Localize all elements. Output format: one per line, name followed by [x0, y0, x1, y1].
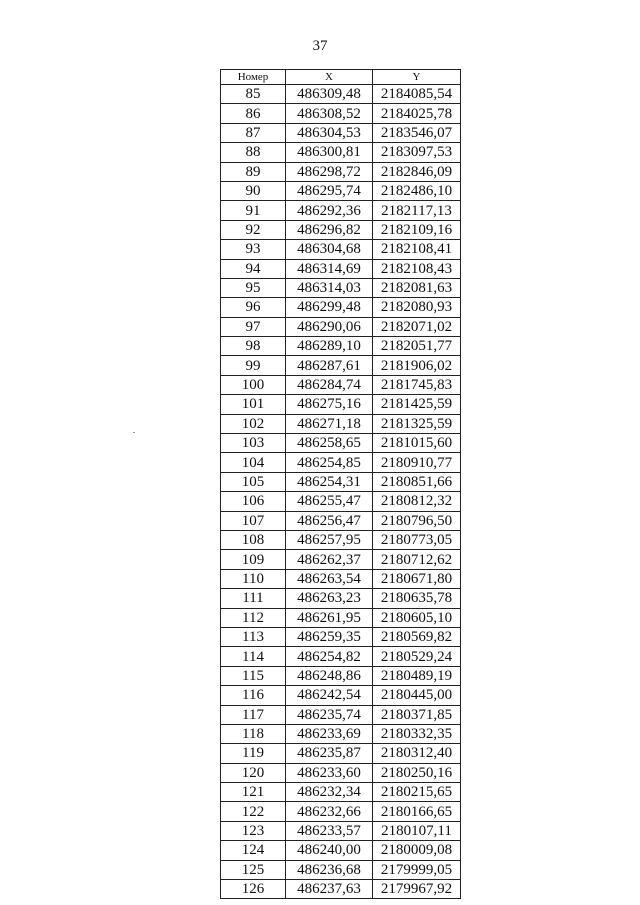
- table-row: [221, 841, 461, 860]
- x-coordinate-cell: 486235,74: [286, 705, 373, 724]
- y-coordinate-cell: 2180371,85: [373, 705, 461, 724]
- point-number-cell: 122: [221, 802, 286, 821]
- y-coordinate-cell: 2184085,54: [373, 85, 461, 104]
- x-coordinate-cell: 486287,61: [286, 356, 373, 375]
- x-coordinate-cell: 486262,37: [286, 550, 373, 569]
- y-coordinate-cell: 2180250,16: [373, 763, 461, 782]
- point-number-cell: 96: [221, 298, 286, 317]
- x-coordinate-cell: 486263,54: [286, 569, 373, 588]
- table-row: [221, 802, 461, 821]
- y-coordinate-cell: 2182846,09: [373, 162, 461, 181]
- table-row: [221, 240, 461, 259]
- x-coordinate-cell: 486300,81: [286, 143, 373, 162]
- point-number-cell: 88: [221, 143, 286, 162]
- x-coordinate-cell: 486257,95: [286, 530, 373, 549]
- y-coordinate-cell: 2182108,43: [373, 259, 461, 278]
- x-coordinate-cell: 486254,82: [286, 647, 373, 666]
- point-number-cell: 126: [221, 880, 286, 899]
- y-coordinate-cell: 2182109,16: [373, 220, 461, 239]
- x-coordinate-cell: 486271,18: [286, 414, 373, 433]
- table-row: [221, 395, 461, 414]
- point-number-cell: 109: [221, 550, 286, 569]
- table-row: [221, 123, 461, 142]
- x-coordinate-cell: 486275,16: [286, 395, 373, 414]
- y-coordinate-cell: 2180107,11: [373, 821, 461, 840]
- y-coordinate-cell: 2182080,93: [373, 298, 461, 317]
- point-number-cell: 110: [221, 569, 286, 588]
- x-coordinate-cell: 486295,74: [286, 181, 373, 200]
- x-coordinate-cell: 486233,69: [286, 724, 373, 743]
- y-coordinate-cell: 2179999,05: [373, 860, 461, 879]
- x-coordinate-cell: 486232,66: [286, 802, 373, 821]
- y-coordinate-cell: 2181015,60: [373, 434, 461, 453]
- table-row: [221, 337, 461, 356]
- coordinates-table: [220, 69, 461, 899]
- x-coordinate-cell: 486292,36: [286, 201, 373, 220]
- column-header-y: Y: [373, 70, 461, 85]
- y-coordinate-cell: 2180569,82: [373, 627, 461, 646]
- y-coordinate-cell: 2182071,02: [373, 317, 461, 336]
- table-row: [221, 647, 461, 666]
- y-coordinate-cell: 2180605,10: [373, 608, 461, 627]
- table-row: [221, 627, 461, 646]
- table-row: [221, 375, 461, 394]
- table-row: [221, 880, 461, 899]
- table-row: [221, 85, 461, 104]
- y-coordinate-cell: 2182081,63: [373, 278, 461, 297]
- table-row: [221, 589, 461, 608]
- table-row: [221, 763, 461, 782]
- table-row: [221, 821, 461, 840]
- point-number-cell: 85: [221, 85, 286, 104]
- y-coordinate-cell: 2183097,53: [373, 143, 461, 162]
- y-coordinate-cell: 2180712,62: [373, 550, 461, 569]
- x-coordinate-cell: 486254,31: [286, 472, 373, 491]
- table-row: [221, 783, 461, 802]
- y-coordinate-cell: 2180009,08: [373, 841, 461, 860]
- x-coordinate-cell: 486308,52: [286, 104, 373, 123]
- x-coordinate-cell: 486233,57: [286, 821, 373, 840]
- point-number-cell: 106: [221, 492, 286, 511]
- y-coordinate-cell: 2183546,07: [373, 123, 461, 142]
- margin-mark: [133, 432, 135, 433]
- table-row: [221, 104, 461, 123]
- table-row: [221, 278, 461, 297]
- x-coordinate-cell: 486298,72: [286, 162, 373, 181]
- point-number-cell: 124: [221, 841, 286, 860]
- table-row: [221, 530, 461, 549]
- y-coordinate-cell: 2180671,80: [373, 569, 461, 588]
- y-coordinate-cell: 2180215,65: [373, 783, 461, 802]
- x-coordinate-cell: 486261,95: [286, 608, 373, 627]
- point-number-cell: 118: [221, 724, 286, 743]
- point-number-cell: 103: [221, 434, 286, 453]
- y-coordinate-cell: 2180529,24: [373, 647, 461, 666]
- x-coordinate-cell: 486237,63: [286, 880, 373, 899]
- y-coordinate-cell: 2179967,92: [373, 880, 461, 899]
- table-row: [221, 608, 461, 627]
- x-coordinate-cell: 486258,65: [286, 434, 373, 453]
- table-row: [221, 511, 461, 530]
- point-number-cell: 119: [221, 744, 286, 763]
- x-coordinate-cell: 486236,68: [286, 860, 373, 879]
- table-row: [221, 860, 461, 879]
- point-number-cell: 97: [221, 317, 286, 336]
- x-coordinate-cell: 486255,47: [286, 492, 373, 511]
- table-row: [221, 686, 461, 705]
- table-row: [221, 201, 461, 220]
- x-coordinate-cell: 486290,06: [286, 317, 373, 336]
- y-coordinate-cell: 2182486,10: [373, 181, 461, 200]
- table-row: [221, 356, 461, 375]
- y-coordinate-cell: 2181425,59: [373, 395, 461, 414]
- x-coordinate-cell: 486233,60: [286, 763, 373, 782]
- table-row: [221, 162, 461, 181]
- x-coordinate-cell: 486232,34: [286, 783, 373, 802]
- table-row: [221, 317, 461, 336]
- x-coordinate-cell: 486284,74: [286, 375, 373, 394]
- table-row: [221, 143, 461, 162]
- x-coordinate-cell: 486235,87: [286, 744, 373, 763]
- y-coordinate-cell: 2180851,66: [373, 472, 461, 491]
- x-coordinate-cell: 486314,03: [286, 278, 373, 297]
- point-number-cell: 123: [221, 821, 286, 840]
- table-row: [221, 414, 461, 433]
- table-row: [221, 666, 461, 685]
- point-number-cell: 94: [221, 259, 286, 278]
- point-number-cell: 121: [221, 783, 286, 802]
- y-coordinate-cell: 2180812,32: [373, 492, 461, 511]
- x-coordinate-cell: 486263,23: [286, 589, 373, 608]
- y-coordinate-cell: 2180635,78: [373, 589, 461, 608]
- y-coordinate-cell: 2180773,05: [373, 530, 461, 549]
- table-row: [221, 220, 461, 239]
- point-number-cell: 107: [221, 511, 286, 530]
- x-coordinate-cell: 486304,68: [286, 240, 373, 259]
- y-coordinate-cell: 2180445,00: [373, 686, 461, 705]
- point-number-cell: 117: [221, 705, 286, 724]
- x-coordinate-cell: 486309,48: [286, 85, 373, 104]
- y-coordinate-cell: 2180332,35: [373, 724, 461, 743]
- table-row: [221, 434, 461, 453]
- table-header-row: [221, 70, 461, 85]
- x-coordinate-cell: 486242,54: [286, 686, 373, 705]
- point-number-cell: 105: [221, 472, 286, 491]
- x-coordinate-cell: 486248,86: [286, 666, 373, 685]
- x-coordinate-cell: 486259,35: [286, 627, 373, 646]
- x-coordinate-cell: 486296,82: [286, 220, 373, 239]
- x-coordinate-cell: 486254,85: [286, 453, 373, 472]
- x-coordinate-cell: 486304,53: [286, 123, 373, 142]
- point-number-cell: 108: [221, 530, 286, 549]
- y-coordinate-cell: 2180489,19: [373, 666, 461, 685]
- table-row: [221, 259, 461, 278]
- point-number-cell: 99: [221, 356, 286, 375]
- y-coordinate-cell: 2182108,41: [373, 240, 461, 259]
- y-coordinate-cell: 2182051,77: [373, 337, 461, 356]
- y-coordinate-cell: 2180166,65: [373, 802, 461, 821]
- point-number-cell: 91: [221, 201, 286, 220]
- y-coordinate-cell: 2184025,78: [373, 104, 461, 123]
- table-row: [221, 472, 461, 491]
- point-number-cell: 101: [221, 395, 286, 414]
- y-coordinate-cell: 2181906,02: [373, 356, 461, 375]
- x-coordinate-cell: 486240,00: [286, 841, 373, 860]
- x-coordinate-cell: 486299,48: [286, 298, 373, 317]
- y-coordinate-cell: 2180796,50: [373, 511, 461, 530]
- table-row: [221, 492, 461, 511]
- table-body: [221, 85, 461, 899]
- point-number-cell: 102: [221, 414, 286, 433]
- point-number-cell: 125: [221, 860, 286, 879]
- point-number-cell: 95: [221, 278, 286, 297]
- table-row: [221, 550, 461, 569]
- column-header-x: X: [286, 70, 373, 85]
- point-number-cell: 92: [221, 220, 286, 239]
- point-number-cell: 87: [221, 123, 286, 142]
- point-number-cell: 116: [221, 686, 286, 705]
- point-number-cell: 111: [221, 589, 286, 608]
- page-number: 37: [312, 38, 328, 54]
- y-coordinate-cell: 2180312,40: [373, 744, 461, 763]
- column-header-number: Номер: [221, 70, 286, 85]
- point-number-cell: 86: [221, 104, 286, 123]
- y-coordinate-cell: 2181745,83: [373, 375, 461, 394]
- point-number-cell: 114: [221, 647, 286, 666]
- point-number-cell: 120: [221, 763, 286, 782]
- table-row: [221, 181, 461, 200]
- table-row: [221, 705, 461, 724]
- point-number-cell: 104: [221, 453, 286, 472]
- x-coordinate-cell: 486289,10: [286, 337, 373, 356]
- table-row: [221, 744, 461, 763]
- y-coordinate-cell: 2181325,59: [373, 414, 461, 433]
- table-row: [221, 569, 461, 588]
- table-row: [221, 724, 461, 743]
- point-number-cell: 98: [221, 337, 286, 356]
- point-number-cell: 90: [221, 181, 286, 200]
- x-coordinate-cell: 486314,69: [286, 259, 373, 278]
- point-number-cell: 113: [221, 627, 286, 646]
- point-number-cell: 112: [221, 608, 286, 627]
- x-coordinate-cell: 486256,47: [286, 511, 373, 530]
- point-number-cell: 115: [221, 666, 286, 685]
- table-row: [221, 298, 461, 317]
- point-number-cell: 89: [221, 162, 286, 181]
- y-coordinate-cell: 2182117,13: [373, 201, 461, 220]
- y-coordinate-cell: 2180910,77: [373, 453, 461, 472]
- point-number-cell: 100: [221, 375, 286, 394]
- point-number-cell: 93: [221, 240, 286, 259]
- table-row: [221, 453, 461, 472]
